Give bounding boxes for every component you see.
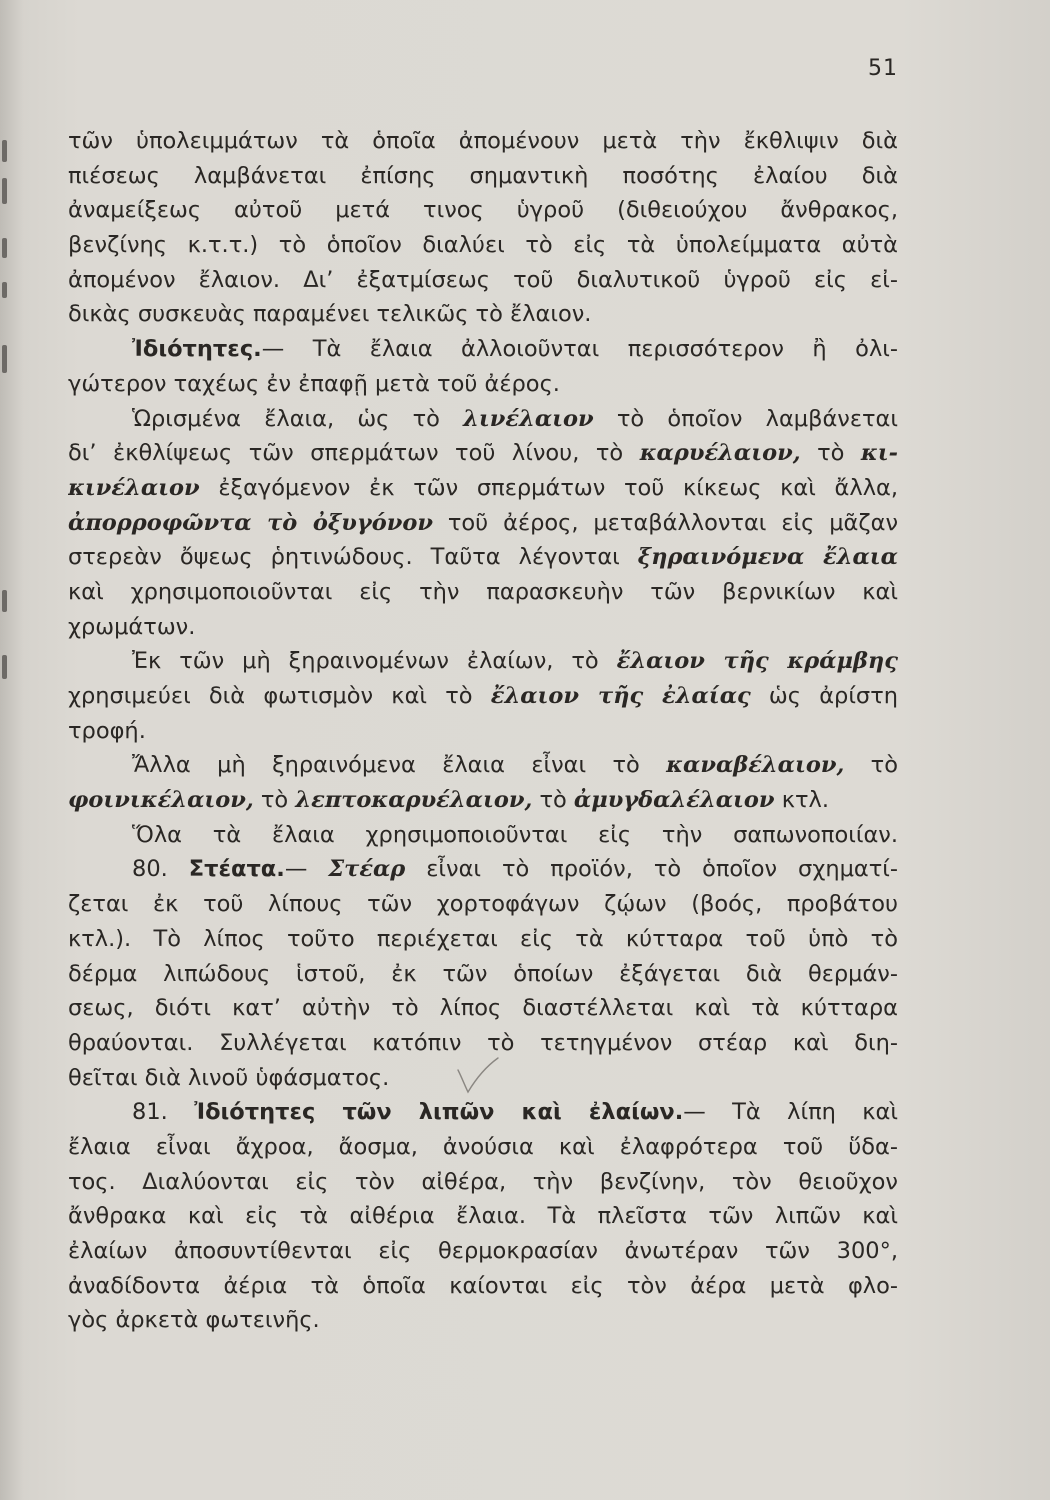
page-number: 51 [868, 56, 898, 81]
text-line: Ἄλλα μὴ ξηραινόμενα ἔλαια εἶναι τὸ καναβέλαιον, τὸ [132, 752, 898, 779]
text-line: ἀναμείξεως αὐτοῦ μετά τινος ὑγροῦ (διθειούχου ἄνθρακος, [68, 197, 898, 224]
text-line: καὶ χρησιμοποιοῦνται εἰς τὴν παρασκευὴν τῶν βερνικίων καὶ [68, 578, 898, 605]
text-line: Ἰδιότητες.— Τὰ ἔλαια ἀλλοιοῦνται περισσότερον ἢ ὀλι- [132, 336, 898, 363]
text-line: κινέλαιον ἐξαγόμενον ἐκ τῶν σπερμάτων τοῦ κίκεως καὶ ἄλλα, [68, 474, 898, 501]
text-line: τος. Διαλύονται εἰς τὸν αἰθέρα, τὴν βενζίνην, τὸν θειοῦχον [68, 1168, 898, 1195]
text-line: σεως, διότι κατ’ αὐτὴν τὸ λίπος διαστέλλεται καὶ τὰ κύτταρα [68, 995, 898, 1022]
section-heading: Στέατα. [188, 856, 285, 883]
text-line: δέρμα λιπώδους ἱστοῦ, ἐκ τῶν ὁποίων ἐξάγεται διὰ θερμάν- [68, 960, 898, 987]
text-line: κτλ.). Τὸ λίπος τοῦτο περιέχεται εἰς τὰ κύτταρα τοῦ ὑπὸ τὸ [68, 925, 898, 952]
text-line: ἀπορροφῶντα τὸ ὀξυγόνον τοῦ ἀέρος, μεταβάλλονται εἰς μᾶζαν [68, 509, 898, 536]
text-line: 81. Ἰδιότητες τῶν λιπῶν καὶ ἐλαίων.— Τὰ λίπη καὶ [132, 1099, 898, 1126]
text-line: θεῖται διὰ λινοῦ ὑφάσματος. [68, 1064, 390, 1091]
text-line: 80. Στέατα.— Στέαρ εἶναι τὸ προϊόν, τὸ ὁποῖον σχηματί- [132, 856, 898, 883]
text-line: ἀναδίδοντα ἀέρια τὰ ὁποῖα καίονται εἰς τὸν ἀέρα μετὰ φλο- [68, 1272, 898, 1299]
text-line: βενζίνης κ.τ.τ.) τὸ ὁποῖον διαλύει τὸ εἰς τὰ ὑπολείμματα αὐτὰ [68, 232, 898, 259]
pencil-checkmark-icon [452, 1056, 502, 1096]
text-line: φοινικέλαιον, τὸ λεπτοκαρυέλαιον, τὸ ἀμυγδαλέλαιον κτλ. [68, 787, 829, 814]
section-heading: Ἰδιότητες τῶν λιπῶν καὶ ἐλαίων. [194, 1099, 684, 1126]
text-line: δικὰς συσκευὰς παραμένει τελικῶς τὸ ἔλαιον. [68, 301, 592, 328]
text-line: στερεὰν ὄψεως ῥητινώδους. Ταῦτα λέγονται ξηραινόμενα ἔλαια [68, 544, 898, 571]
text-line: Ὅλα τὰ ἔλαια χρησιμοποιοῦνται εἰς τὴν σαπωνοποιίαν. [132, 821, 898, 848]
section-heading: Ἰδιότητες. [132, 336, 262, 363]
text-line: γώτερον ταχέως ἐν ἐπαφῇ μετὰ τοῦ ἀέρος. [68, 370, 560, 397]
text-line: πιέσεως λαμβάνεται ἐπίσης σημαντικὴ ποσότης ἐλαίου διὰ [68, 162, 898, 189]
text-line: τῶν ὑπολειμμάτων τὰ ὁποῖα ἀπομένουν μετὰ τὴν ἔκθλιψιν διὰ [68, 128, 898, 154]
body-text [68, 124, 898, 1338]
text-line: χρησιμεύει διὰ φωτισμὸν καὶ τὸ ἔλαιον τῆς ἐλαίας ὡς ἀρίστη [68, 683, 898, 709]
text-line: Ὡρισμένα ἔλαια, ὡς τὸ λινέλαιον τὸ ὁποῖον λαμβάνεται [132, 405, 898, 432]
text-line: γὸς ἀρκετὰ φωτεινῆς. [68, 1307, 320, 1334]
text-line: ἀπομένον ἔλαιον. Δι’ ἐξατμίσεως τοῦ διαλυτικοῦ ὑγροῦ εἰς εἰ- [68, 266, 898, 293]
text-line: χρωμάτων. [68, 613, 196, 640]
text-line: θραύονται. Συλλέγεται κατόπιν τὸ τετηγμένον στέαρ καὶ διη- [68, 1029, 898, 1056]
text-line: Ἐκ τῶν μὴ ξηραινομένων ἐλαίων, τὸ ἔλαιον τῆς κράμβης [132, 648, 898, 675]
text-line: δι’ ἐκθλίψεως τῶν σπερμάτων τοῦ λίνου, τὸ καρυέλαιον, τὸ κι- [68, 440, 898, 467]
text-line: ἔλαια εἶναι ἄχροα, ἄοσμα, ἀνούσια καὶ ἐλαφρότερα τοῦ ὕδα- [68, 1133, 898, 1160]
text-line: ἐλαίων ἀποσυντίθενται εἰς θερμοκρασίαν ἀνωτέραν τῶν 300°, [68, 1238, 898, 1264]
binding-edge-marks [0, 0, 14, 1500]
text-line: τροφή. [68, 717, 146, 744]
text-line: ἄνθρακα καὶ εἰς τὰ αἰθέρια ἔλαια. Τὰ πλεῖστα τῶν λιπῶν καὶ [68, 1203, 898, 1230]
text-line: ζεται ἐκ τοῦ λίπους τῶν χορτοφάγων ζῴων (βοός, προβάτου [68, 891, 898, 918]
